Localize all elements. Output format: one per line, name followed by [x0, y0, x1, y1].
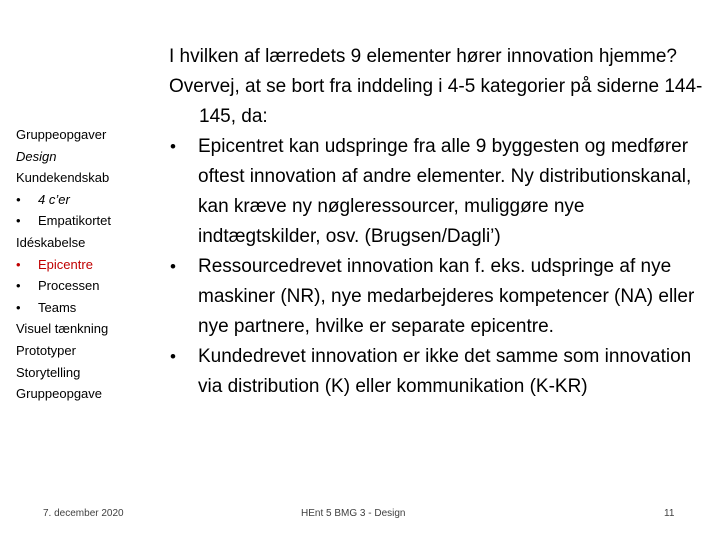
bullet-icon: • [16, 191, 21, 207]
page-number: 11 [664, 508, 675, 519]
bullet-icon: • [170, 257, 176, 276]
agenda-item-label: 4 c’er [38, 191, 70, 207]
agenda-item [16, 383, 156, 405]
bullet-icon: • [16, 278, 21, 294]
agenda-subitem [16, 189, 156, 211]
agenda-subitem [16, 297, 156, 319]
footer-date: 7. december 2020 [43, 508, 124, 519]
agenda-item-label: Empatikortet [38, 213, 111, 229]
agenda-item [16, 232, 156, 254]
main-content [169, 42, 709, 402]
agenda-item [16, 318, 156, 340]
agenda-item [16, 340, 156, 362]
bullet-text: Kundedrevet innovation er ikke det samme som innovation via distribution (K) eller kommunikation (K-KR) [198, 346, 692, 397]
agenda-item-label: Idéskabelse [16, 234, 86, 250]
bullet-text: Epicentret kan udspringe fra alle 9 byggesten og medfører oftest innovation af andre elementer. Ny distributionskanal, kan kræve ny nøgleressourcer, muliggøre nye indtægtskilder, osv. (Brugsen/Dagli’) [198, 136, 692, 247]
agenda-item-label: Gruppeopgaver [16, 127, 107, 142]
agenda-subitem [16, 210, 156, 232]
bullet-icon: • [16, 256, 21, 272]
agenda-subitem-active [16, 254, 156, 276]
bullet-point [169, 132, 709, 252]
agenda-item-label: Prototyper [16, 342, 76, 358]
bullet-icon: • [16, 299, 21, 315]
agenda-subitem [16, 275, 156, 297]
agenda-list [16, 124, 156, 405]
agenda-item-label: Design [16, 148, 57, 164]
intro-text: Overvej, at se bort fra inddeling i 4-5 kategorier på siderne 144-145, da: [169, 76, 703, 127]
footer-title: HEnt 5 BMG 3 - Design [301, 508, 406, 519]
agenda-item-label: Kundekendskab [16, 170, 110, 186]
agenda-item-label: Gruppeopgave [16, 386, 103, 402]
bullet-icon: • [16, 213, 21, 229]
agenda-item-label: Teams [38, 299, 77, 315]
agenda-item-label: Epicentre [38, 256, 93, 272]
bullet-text: Ressourcedrevet innovation kan f. eks. udspringe af nye maskiner (NR), nye medarbejderes kompetencer (NA) eller nye partnere, hvilke er separate epicentre. [198, 256, 695, 337]
bullet-icon: • [170, 347, 176, 366]
agenda-item [16, 124, 156, 146]
question-text: I hvilken af lærredets 9 elementer hører innovation hjemme? [169, 46, 677, 67]
bullet-icon: • [170, 137, 176, 156]
agenda-item-label: Processen [38, 278, 100, 294]
agenda-item [16, 362, 156, 384]
agenda-item-label: Storytelling [16, 364, 81, 380]
agenda-item-label: Visuel tænkning [16, 321, 109, 337]
agenda-item [16, 146, 156, 168]
bullet-point [169, 252, 709, 342]
agenda-item [16, 167, 156, 189]
bullet-point [169, 342, 709, 402]
